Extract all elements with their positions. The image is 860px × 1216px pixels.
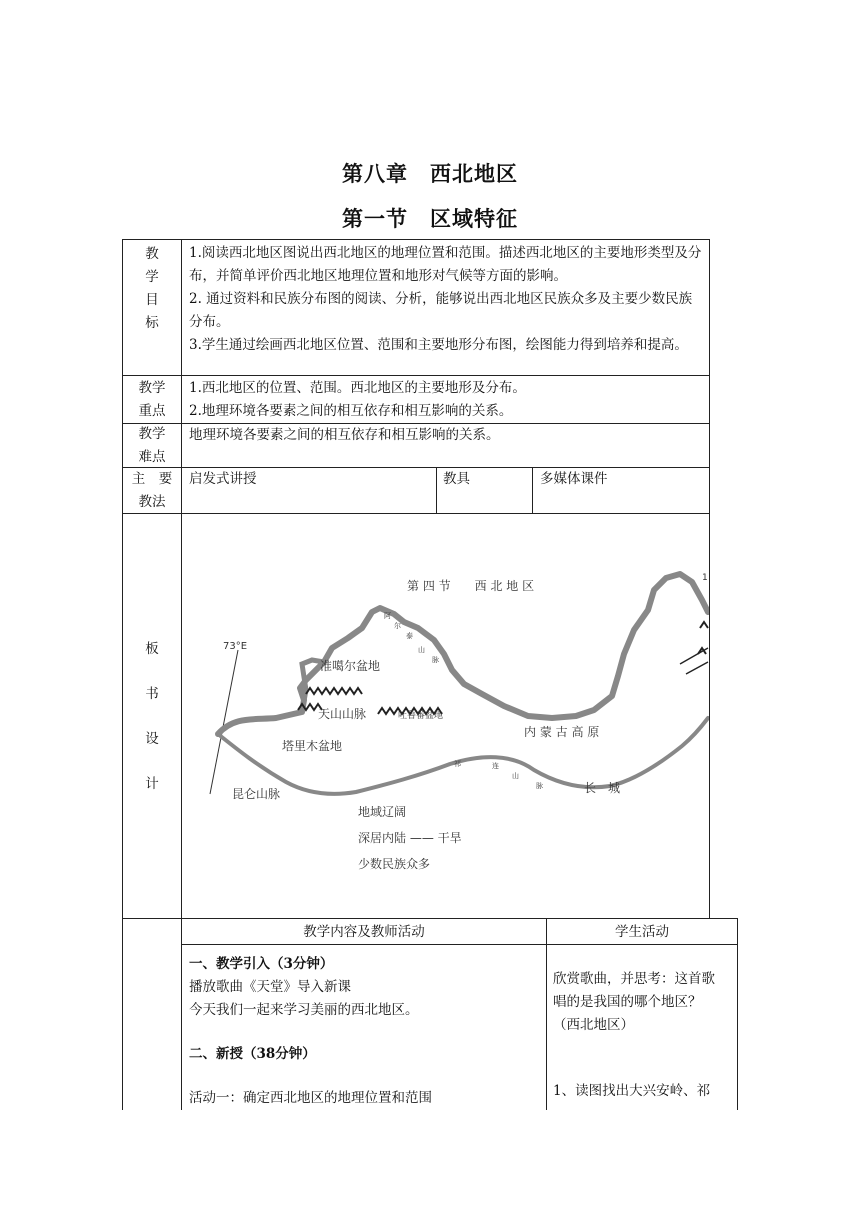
qilian-char: 脉 <box>536 782 543 790</box>
method-label: 主 要 教法 <box>131 471 173 510</box>
difficult-points-label: 教学 难点 <box>138 426 166 465</box>
altai-char: 尔 <box>394 622 401 630</box>
map-heading: 第 四 节 西 北 地 区 <box>407 579 535 593</box>
objectives-label: 教 学 目 标 <box>145 246 159 331</box>
note-minorities: 少数民族众多 <box>358 857 431 871</box>
student-line: 唱的是我国的哪个地区？ <box>553 994 702 1010</box>
altai-char: 阿 <box>384 612 391 620</box>
northwest-sketch-map <box>182 514 709 918</box>
kunlun-label: 昆仑山脉 <box>232 787 281 801</box>
tools-label: 教具 <box>443 471 470 487</box>
objectives-content <box>189 242 705 357</box>
objective-item: 1.阅读西北地区图说出西北地区的地理位置和范围。描述西北地区的主要地形类型及分布，并简单评价西北地区地理位置和地形对气候等方面的影响。 <box>189 245 702 284</box>
objective-item: 2. 通过资料和民族分布图的阅读、分析，能够说出西北地区民族众多及主要少数民族分布。 <box>189 291 693 330</box>
altai-char: 山 <box>418 646 425 654</box>
tianshan-label: 天山山脉 <box>318 707 367 721</box>
junggar-label: 准噶尔盆地 <box>320 659 381 673</box>
board-design-label: 板 书 设 计 <box>145 641 159 792</box>
tools-value: 多媒体课件 <box>540 471 608 487</box>
student-content <box>553 968 735 1037</box>
note-inland: 深居内陆 —— 干旱 <box>358 831 462 845</box>
student-line: （西北地区） <box>553 1017 634 1033</box>
method-text: 启发式讲授 <box>189 471 257 487</box>
objective-item: 3.学生通过绘画西北地区位置、范围和主要地形分布图，绘图能力得到培养和提高。 <box>189 337 688 353</box>
difficult-points-content: 地理环境各要素之间的相互依存和相互影响的关系。 <box>189 427 500 443</box>
student-activity-one: 1、读图找出大兴安岭、祁 <box>553 1083 711 1099</box>
intro-heading: 一、教学引入（3分钟） <box>189 956 334 972</box>
teacher-activity-header: 教学内容及教师活动 <box>303 924 425 940</box>
inner-mongolia-label: 内 蒙 古 高 原 <box>524 725 600 739</box>
activity-one: 活动一：确定西北地区的地理位置和范围 <box>189 1090 432 1106</box>
note-vast: 地域辽阔 <box>358 805 407 819</box>
qilian-char: 连 <box>492 762 499 770</box>
teacher-content <box>189 953 543 1022</box>
turpan-label: 吐鲁番盆地 <box>398 711 444 721</box>
new-lesson-heading: 二、新授（38分钟） <box>189 1046 316 1062</box>
key-point-item: 1.西北地区的位置、范围。西北地区的主要地形及分布。 <box>189 380 526 396</box>
northern-boundary <box>218 574 708 734</box>
altai-char: 泰 <box>406 632 413 640</box>
great-wall-label: 长 城 <box>584 781 621 795</box>
intro-line: 今天我们一起来学习美丽的西北地区。 <box>189 1002 419 1018</box>
key-points-content <box>189 377 705 423</box>
corner-digit: 1 <box>702 573 708 583</box>
student-activity-header: 学生活动 <box>615 924 669 940</box>
intro-line: 播放歌曲《天堂》导入新课 <box>189 979 351 995</box>
qilian-char: 祁 <box>454 760 461 768</box>
key-point-item: 2.地理环境各要素之间的相互依存和相互影响的关系。 <box>189 403 513 419</box>
key-points-label: 教学 重点 <box>138 380 166 419</box>
section-title: 第一节 区域特征 <box>342 207 518 231</box>
southern-boundary <box>218 718 708 794</box>
tarim-label: 塔里木盆地 <box>282 739 343 753</box>
qilian-char: 山 <box>512 772 519 780</box>
altai-char: 脉 <box>432 656 439 664</box>
student-line: 欣赏歌曲，并思考：这首歌 <box>553 971 715 987</box>
chapter-title: 第八章 西北地区 <box>342 162 518 186</box>
longitude-label: 73°E <box>223 641 248 652</box>
